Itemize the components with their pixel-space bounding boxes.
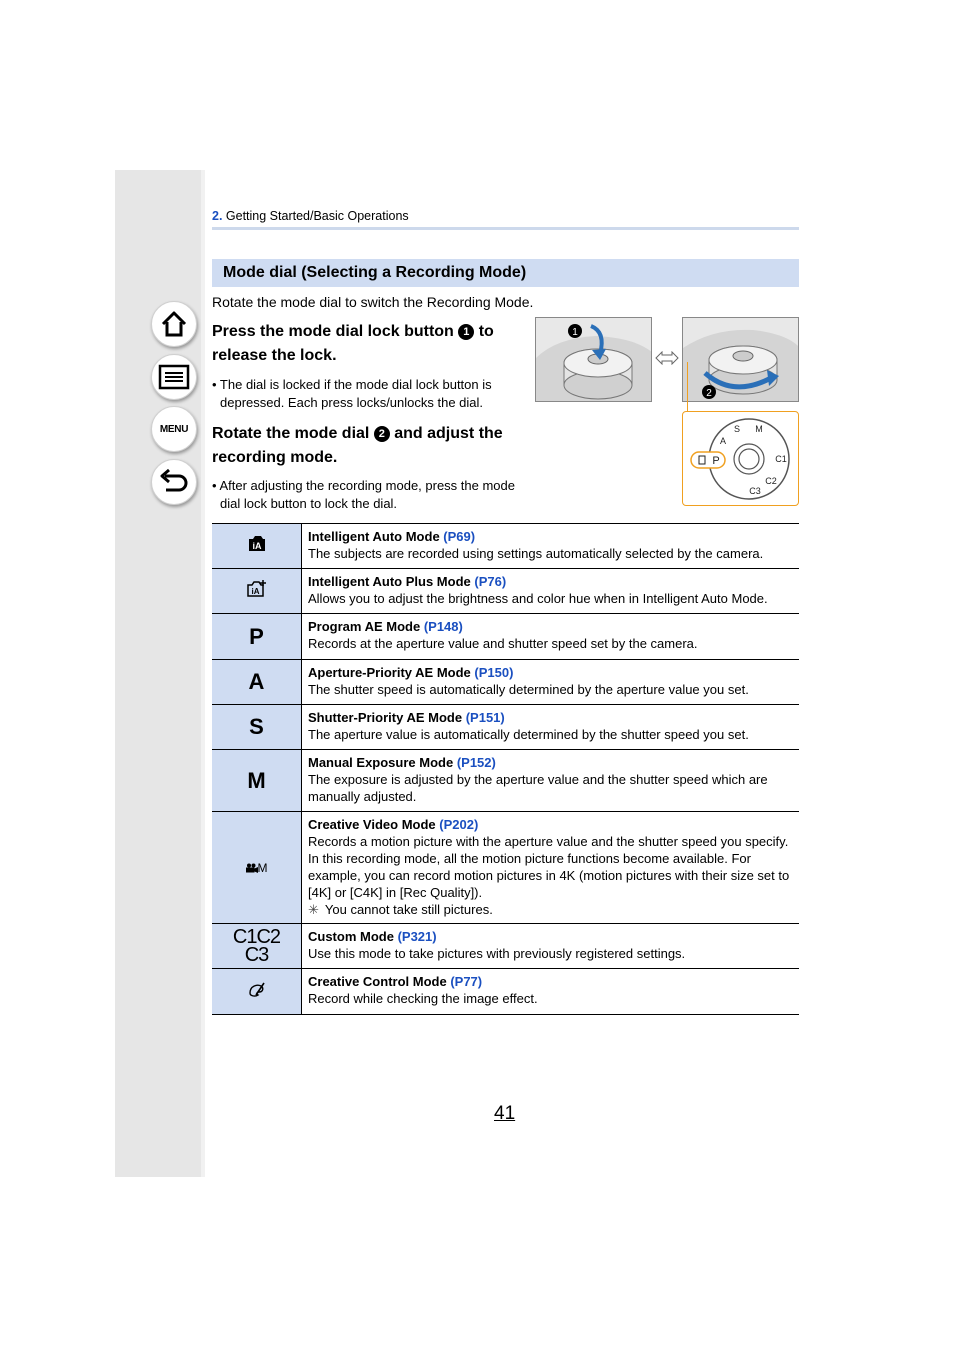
program-mode-icon: P (249, 623, 264, 649)
mode-description: The subjects are recorded using settings automatically selected by the camera. (308, 546, 764, 561)
dial-label-s: S (733, 424, 741, 434)
mode-description: The aperture value is automatically determined by the shutter speed you set. (308, 727, 749, 742)
back-button[interactable] (151, 459, 197, 505)
table-row (212, 569, 799, 614)
mode-name: Intelligent Auto Plus Mode (308, 574, 471, 589)
mode-name: Intelligent Auto Mode (308, 529, 440, 544)
table-row (212, 812, 799, 924)
mode-icon-cell (212, 969, 302, 1015)
dial-label-c2: C2 (765, 476, 777, 486)
step-2-text-before: Rotate the mode dial (212, 425, 374, 442)
callout-line (687, 362, 688, 412)
table-row (212, 924, 799, 969)
mode-name: Manual Exposure Mode (308, 755, 454, 770)
menu-button[interactable] (151, 406, 197, 452)
dial-label-m: M (755, 424, 763, 434)
custom-mode-icon (212, 928, 301, 964)
step-1-text-after: to release the lock. (212, 323, 494, 364)
mode-icon-cell (212, 705, 302, 750)
mode-icon-cell (212, 524, 302, 569)
mode-icon-cell (212, 660, 302, 705)
mode-name: Creative Control Mode (308, 974, 447, 989)
creative-video-icon (246, 861, 268, 875)
table-row (212, 705, 799, 750)
mode-description: Use this mode to take pictures with previously registered settings. (308, 946, 686, 961)
page-reference-link[interactable]: (P202) (439, 817, 479, 832)
step-2-number-badge: 2 (374, 426, 390, 442)
lock-button-photo (535, 317, 652, 402)
step-1-note: • The dial is locked if the mode dial lock button is depressed. Each press locks/unlocks the dial. (212, 377, 492, 410)
mode-description-cell (302, 660, 800, 705)
creative-video-icon-letter: M (257, 860, 268, 875)
shutter-mode-icon: S (249, 714, 264, 739)
mode-description-cell (302, 924, 800, 969)
chapter-title: Getting Started/Basic Operations (222, 209, 409, 223)
manual-mode-icon: M (247, 767, 266, 793)
home-button[interactable] (151, 301, 197, 347)
page-reference-link[interactable]: (P77) (450, 974, 483, 989)
page-reference-link[interactable]: (P150) (474, 665, 514, 680)
mode-description-cell (302, 524, 800, 569)
mode-note: You cannot take still pictures. (324, 902, 493, 917)
contents-button[interactable] (151, 354, 197, 400)
table-row (212, 660, 799, 705)
mode-icon-cell (212, 750, 302, 812)
step-1-number-badge: 1 (458, 324, 474, 340)
page-number: 41 (494, 1103, 516, 1124)
mode-description: The exposure is adjusted by the aperture value and the shutter speed which are manually adjusted. (308, 772, 768, 804)
svg-text:iA: iA (252, 541, 261, 551)
mode-description-cell (302, 569, 800, 614)
table-row (212, 969, 799, 1015)
svg-text:1: 1 (572, 327, 578, 338)
step-1-text-before: Press the mode dial lock button (212, 323, 459, 340)
page-reference-link[interactable]: (P152) (456, 755, 496, 770)
step-2 (212, 422, 522, 470)
mode-description: The shutter speed is automatically determined by the aperture value you set. (308, 682, 749, 697)
mode-name: Aperture-Priority AE Mode (308, 665, 471, 680)
ia-icon (247, 535, 267, 552)
mode-description: Record while checking the image effect. (308, 991, 538, 1006)
mode-dial-icon (683, 412, 798, 505)
dial-rotate-illustration (683, 318, 799, 402)
step-1 (212, 320, 522, 368)
creative-control-icon (247, 980, 267, 998)
table-row (212, 614, 799, 660)
ia-plus-icon (247, 580, 267, 597)
note-asterisk: ✳ (308, 902, 319, 917)
page-reference-link[interactable]: (P321) (397, 929, 437, 944)
page-reference-link[interactable]: (P76) (474, 574, 507, 589)
svg-text:iA: iA (251, 587, 259, 596)
mode-description: Records at the aperture value and shutter speed set by the camera. (308, 636, 698, 651)
aperture-mode-icon: A (248, 669, 265, 694)
table-row (212, 750, 799, 812)
breadcrumb (212, 209, 409, 223)
svg-text:2: 2 (706, 388, 712, 399)
page-reference-link[interactable]: (P151) (465, 710, 505, 725)
mode-description: Allows you to adjust the brightness and color hue when in Intelligent Auto Mode. (308, 591, 768, 606)
list-icon (158, 364, 190, 390)
intro-text: Rotate the mode dial to switch the Recording Mode. (212, 294, 534, 310)
chapter-number: 2. (212, 209, 223, 223)
custom-icon-line-1: C1C2 (232, 926, 281, 948)
home-icon (159, 309, 189, 339)
mode-icon-cell (212, 812, 302, 924)
dial-label-a: A (719, 436, 727, 446)
custom-icon-line-2: C3 (244, 944, 269, 966)
recording-mode-table (212, 523, 799, 1015)
mode-icon-cell (212, 924, 302, 969)
mode-description-cell (302, 750, 800, 812)
section-title: Mode dial (Selecting a Recording Mode) (212, 259, 799, 287)
table-row (212, 524, 799, 569)
page-reference-link[interactable]: (P69) (443, 529, 476, 544)
step-2-text-after: and adjust the recording mode. (212, 425, 503, 466)
mode-name: Shutter-Priority AE Mode (308, 710, 463, 725)
page-reference-link[interactable]: (P148) (423, 619, 463, 634)
mode-name: Custom Mode (308, 929, 394, 944)
mode-name: Creative Video Mode (308, 817, 436, 832)
rotate-dial-photo (682, 317, 799, 402)
menu-label: MENU (159, 423, 189, 435)
mode-icon-cell (212, 614, 302, 660)
mode-description-cell (302, 705, 800, 750)
mode-description-cell (302, 614, 800, 660)
dial-label-c1: C1 (775, 454, 787, 464)
return-arrow-icon (159, 468, 189, 496)
dial-label-c3: C3 (749, 486, 761, 496)
mode-description-cell (302, 969, 800, 1015)
movie-camera-icon (246, 863, 258, 873)
header-rule (212, 227, 799, 230)
step-2-note: • After adjusting the recording mode, press the mode dial lock button to lock the dial. (212, 478, 515, 511)
side-navigation-edge (201, 170, 205, 1177)
dial-lock-illustration (536, 318, 652, 402)
mode-description: Records a motion picture with the aperture value and the shutter speed you specify. In this recording mode, all the motion picture functions become available. For example, you can record motion pictures in 4K (motion pictures with their size set to [4K] or [C4K] in [Rec Quality]). (308, 834, 790, 900)
mode-name: Program AE Mode (308, 619, 421, 634)
mode-description-cell (302, 812, 800, 924)
dial-label-p: P (712, 455, 720, 467)
mode-icon-cell (212, 569, 302, 614)
double-arrow-icon (654, 351, 680, 365)
mode-dial-closeup (682, 411, 799, 506)
